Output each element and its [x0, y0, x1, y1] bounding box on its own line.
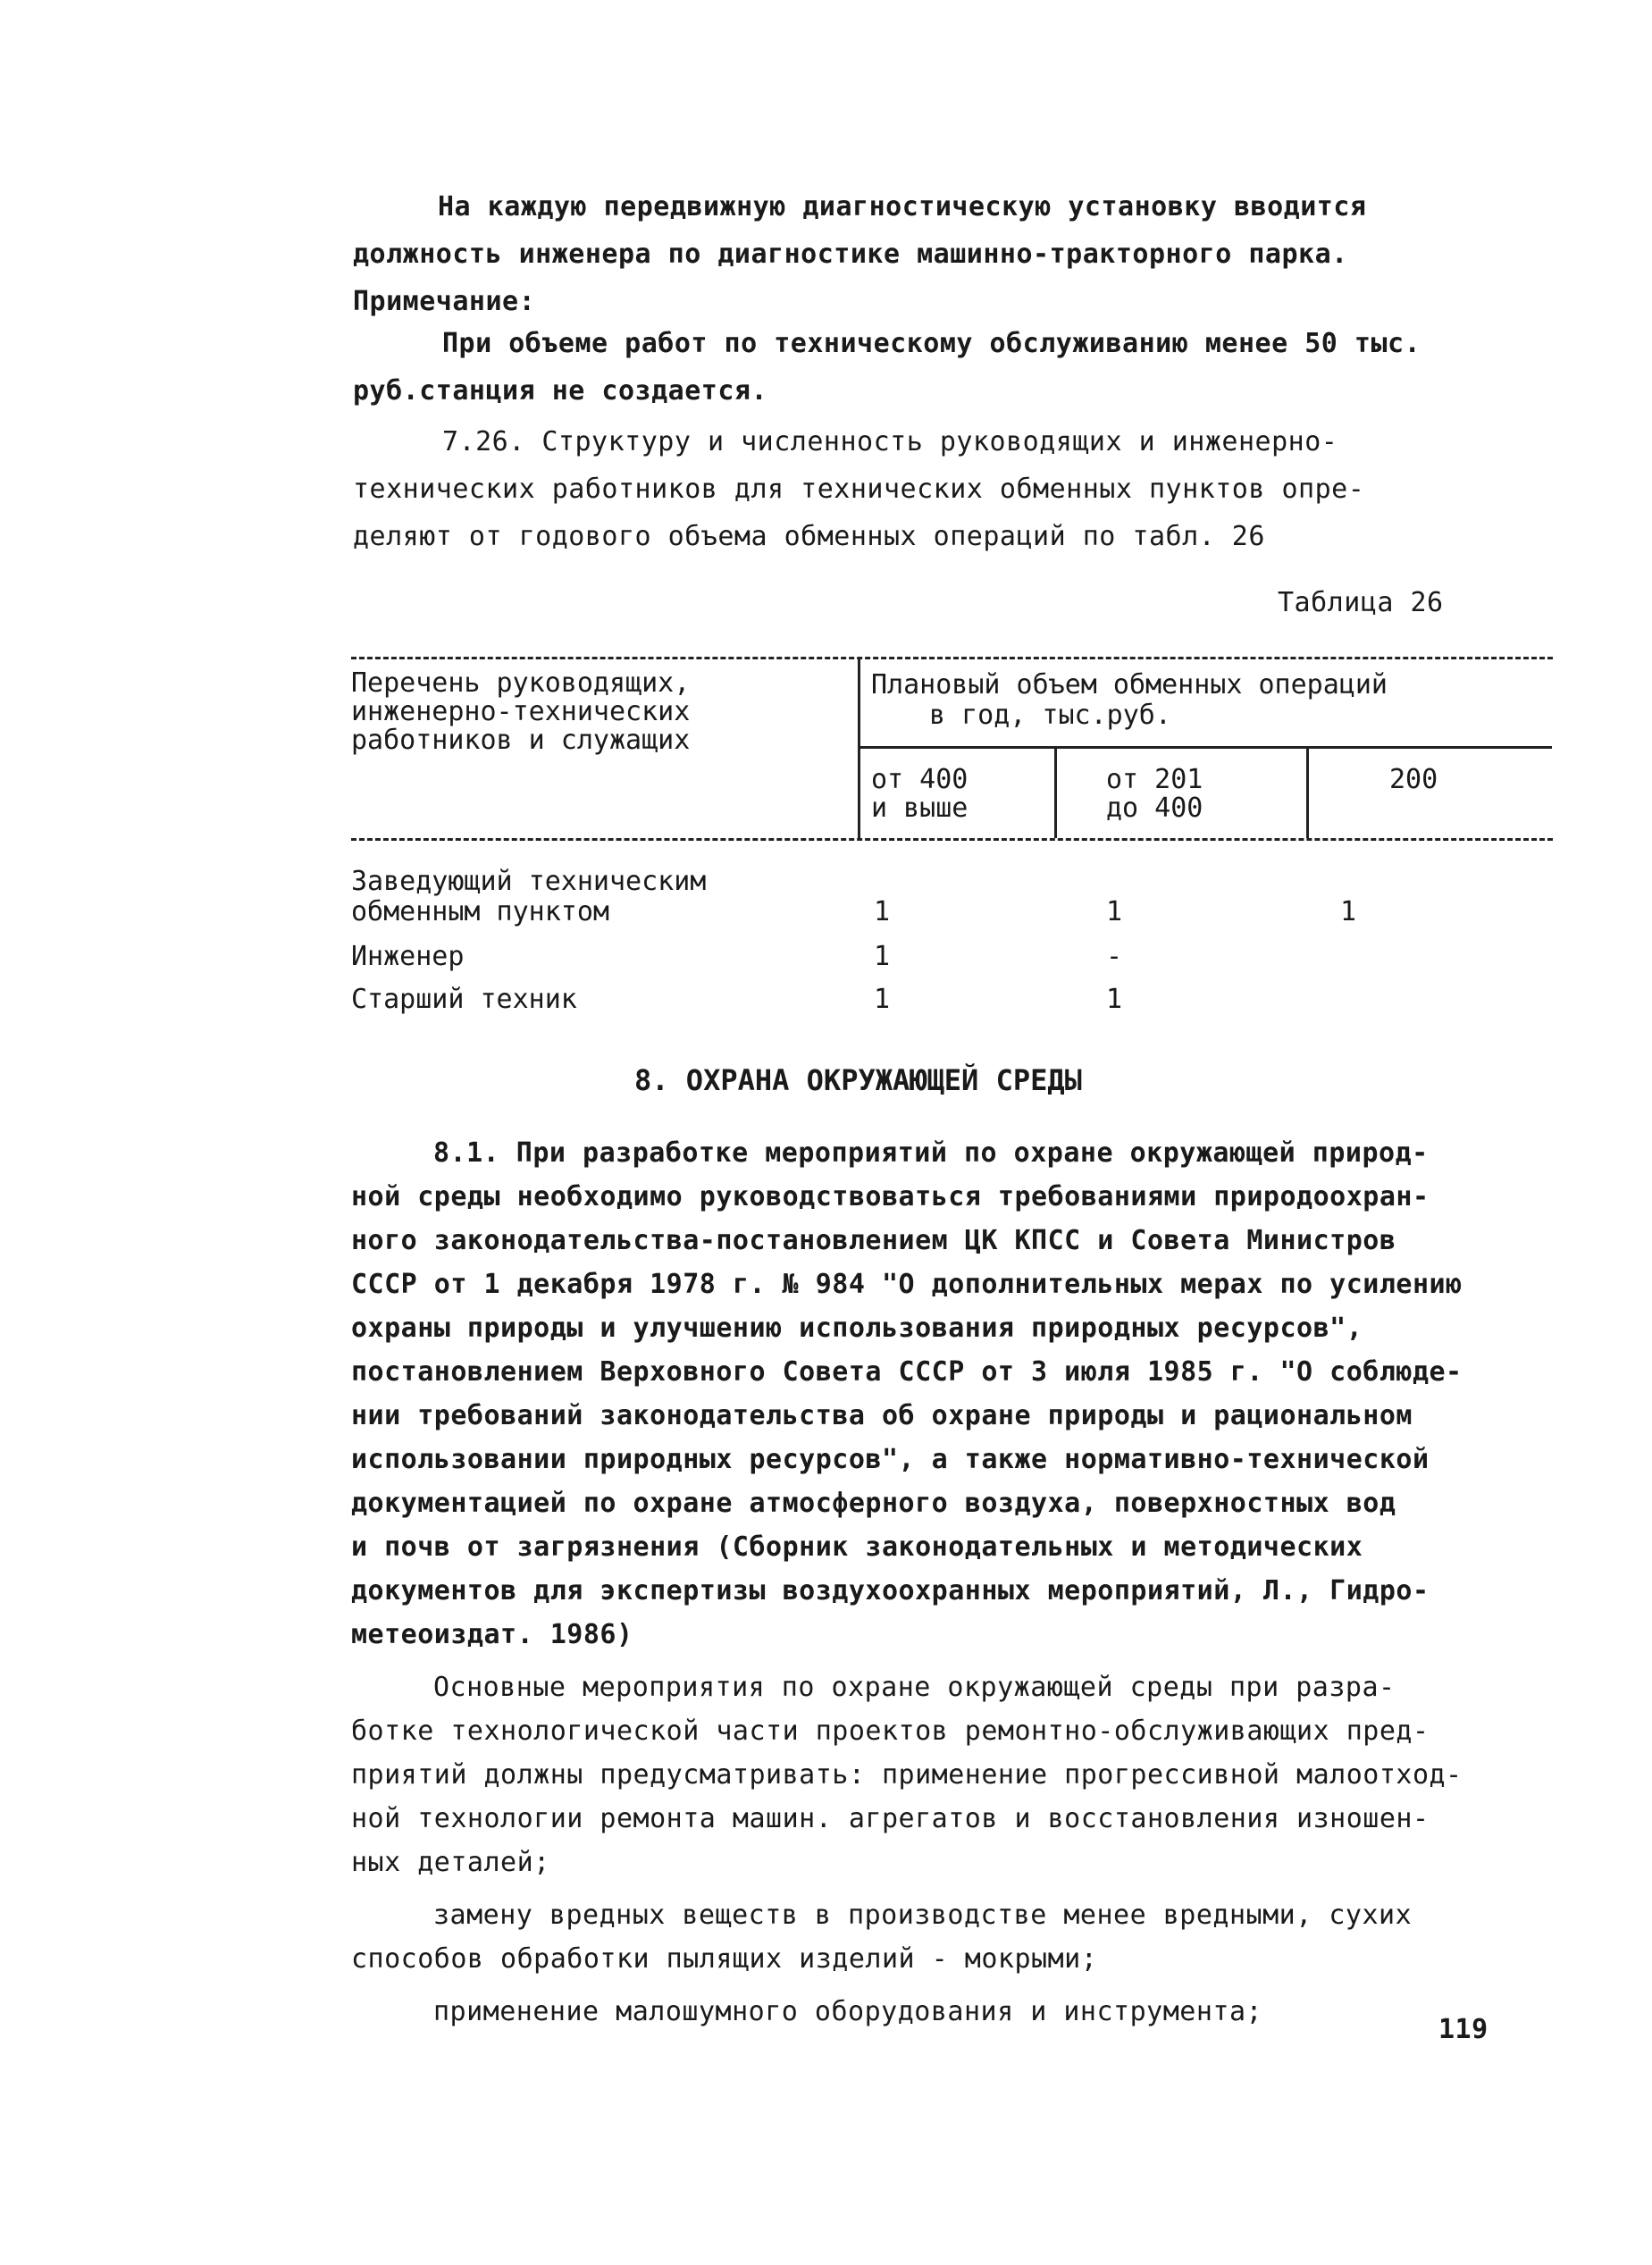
row-2-c2: - — [1106, 941, 1123, 972]
s8-p1-line-8: использовании природных ресурсов", а также нормативно-технической — [351, 1444, 1430, 1475]
s8-p4-line-1: применение малошумного оборудования и инструмента; — [433, 1996, 1263, 2027]
note-line-1: При объеме работ по техническому обслуживанию менее 50 тыс. — [442, 328, 1421, 359]
subheader-divider-2 — [1306, 749, 1309, 838]
row-1-name-line-1: Заведующий техническим — [351, 866, 707, 897]
row-3-name: Старший техник — [351, 984, 577, 1015]
row-2-name: Инженер — [351, 941, 465, 972]
s8-p2-line-4: ной технологии ремонта машин. агрегатов и восстановления изношен- — [351, 1803, 1430, 1834]
subheader-2-line-1: от 201 — [1106, 764, 1203, 795]
para-7-26-line-2: технических работников для технических обменных пунктов опре- — [353, 474, 1365, 505]
row-1-c3: 1 — [1340, 896, 1357, 927]
s8-p3-line-2: способов обработки пылящих изделий - мокрыми; — [351, 1943, 1098, 1975]
intro-line-1: На каждую передвижную диагностическую установку вводится — [438, 191, 1367, 222]
section-8-heading: 8. ОХРАНА ОКРУЖАЮЩЕЙ СРЕДЫ — [634, 1063, 1082, 1097]
row-1-c2: 1 — [1106, 896, 1123, 927]
note-line-2: руб.станция не создается. — [353, 375, 768, 407]
row-1-name-line-2: обменным пунктом — [351, 896, 609, 927]
s8-p2-line-2: ботке технологической части проектов ремонтно-обслуживающих пред- — [351, 1716, 1430, 1747]
s8-p2-line-5: ных деталей; — [351, 1847, 550, 1878]
s8-p1-line-4: СССР от 1 декабря 1978 г. № 984 "О дополнительных мерах по усилению — [351, 1269, 1463, 1300]
table-col-divider — [858, 659, 860, 838]
intro-line-3: Примечание: — [353, 286, 536, 317]
subheader-1-line-2: и выше — [871, 793, 969, 824]
s8-p1-line-10: и почв от загрязнения (Сборник законодательных и методических — [351, 1531, 1363, 1563]
s8-p1-line-12: метеоиздат. 1986) — [351, 1619, 633, 1650]
subheader-3: 200 — [1389, 764, 1438, 795]
header-col1-line-3: работников и служащих — [351, 725, 691, 756]
s8-p1-line-7: нии требований законодательства об охране природы и рациональном — [351, 1400, 1413, 1431]
s8-p1-line-5: охраны природы и улучшению использования природных ресурсов", — [351, 1313, 1363, 1344]
table-top-rule — [351, 657, 1553, 659]
header-group-line-2: в год, тыс.руб. — [929, 700, 1171, 731]
table-caption: Таблица 26 — [1278, 587, 1444, 618]
header-group-line-1: Плановый объем обменных операций — [871, 669, 1388, 700]
page-number: 119 — [1438, 2014, 1488, 2045]
table-header-rule — [351, 838, 1553, 841]
s8-p3-line-1: замену вредных веществ в производстве менее вредными, сухих — [433, 1900, 1413, 1931]
s8-p1-line-11: документов для экспертизы воздухоохранных мероприятий, Л., Гидро- — [351, 1575, 1430, 1606]
s8-p2-line-1: Основные мероприятия по охране окружающей среды при разра- — [433, 1672, 1396, 1703]
row-3-c2: 1 — [1106, 984, 1123, 1015]
s8-p1-line-3: ного законодательства-постановлением ЦК КПСС и Совета Министров — [351, 1225, 1396, 1256]
header-col1-line-2: инженерно-технических — [351, 696, 691, 727]
intro-line-2: должность инженера по диагностике машинно-тракторного парка. — [353, 239, 1348, 270]
s8-p1-line-9: документацией по охране атмосферного воздуха, поверхностных вод — [351, 1488, 1396, 1519]
subheader-1-line-1: от 400 — [871, 764, 969, 795]
subheader-2-line-2: до 400 — [1106, 793, 1203, 824]
header-col1-line-1: Перечень руководящих, — [351, 667, 691, 699]
s8-p1-line-1: 8.1. При разработке мероприятий по охране окружающей природ- — [433, 1137, 1429, 1169]
row-1-c1: 1 — [874, 896, 891, 927]
para-7-26-line-3: деляют от годового объема обменных операций по табл. 26 — [353, 521, 1265, 552]
s8-p1-line-6: постановлением Верховного Совета СССР от 3 июля 1985 г. "О соблюде- — [351, 1356, 1463, 1388]
subheader-divider-1 — [1054, 749, 1057, 838]
s8-p1-line-2: ной среды необходимо руководствоваться требованиями природоохран- — [351, 1181, 1430, 1212]
row-2-c1: 1 — [874, 941, 891, 972]
row-3-c1: 1 — [874, 984, 891, 1015]
s8-p2-line-3: приятий должны предусматривать: применение прогрессивной малоотход- — [351, 1759, 1463, 1791]
para-7-26-line-1: 7.26. Структуру и численность руководящих и инженерно- — [442, 426, 1338, 457]
header-group-rule — [860, 746, 1552, 749]
